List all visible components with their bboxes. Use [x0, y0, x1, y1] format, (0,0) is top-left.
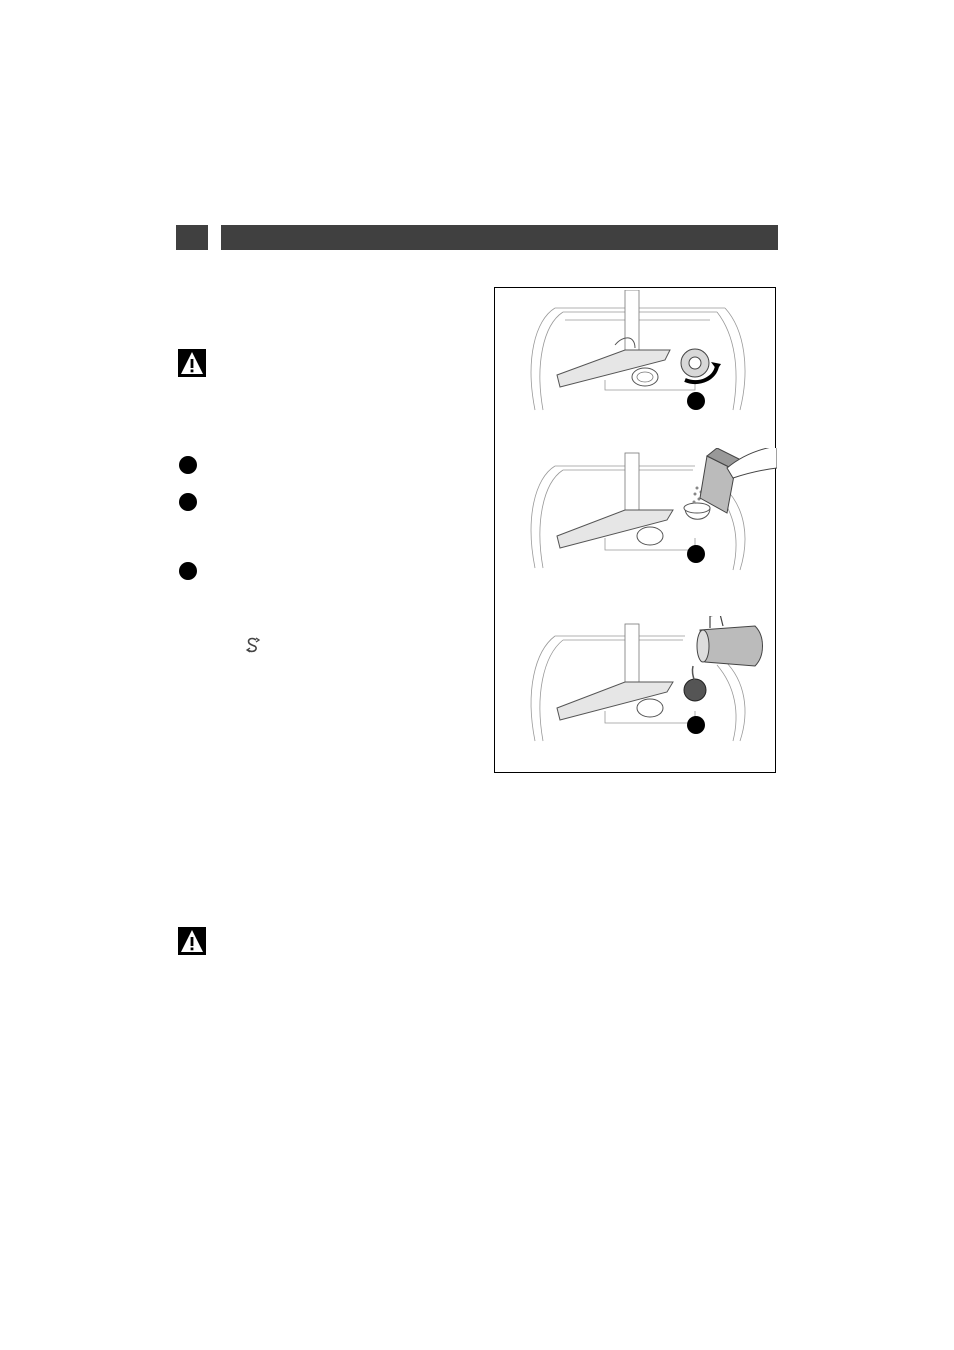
salt-refill-figure [494, 287, 776, 773]
step-bullet-2 [179, 493, 197, 511]
warning-triangle-icon [178, 927, 206, 955]
figure-panel-3 [495, 616, 777, 766]
salt-refill-icon [244, 636, 262, 654]
figure-panel-1 [495, 290, 777, 440]
step-bullet-3 [179, 562, 197, 580]
section-number-box [176, 225, 208, 250]
warning-triangle-icon [178, 349, 206, 377]
step-bullet-1 [179, 456, 197, 474]
figure-panel-2 [495, 448, 777, 598]
section-title-bar [221, 225, 778, 250]
